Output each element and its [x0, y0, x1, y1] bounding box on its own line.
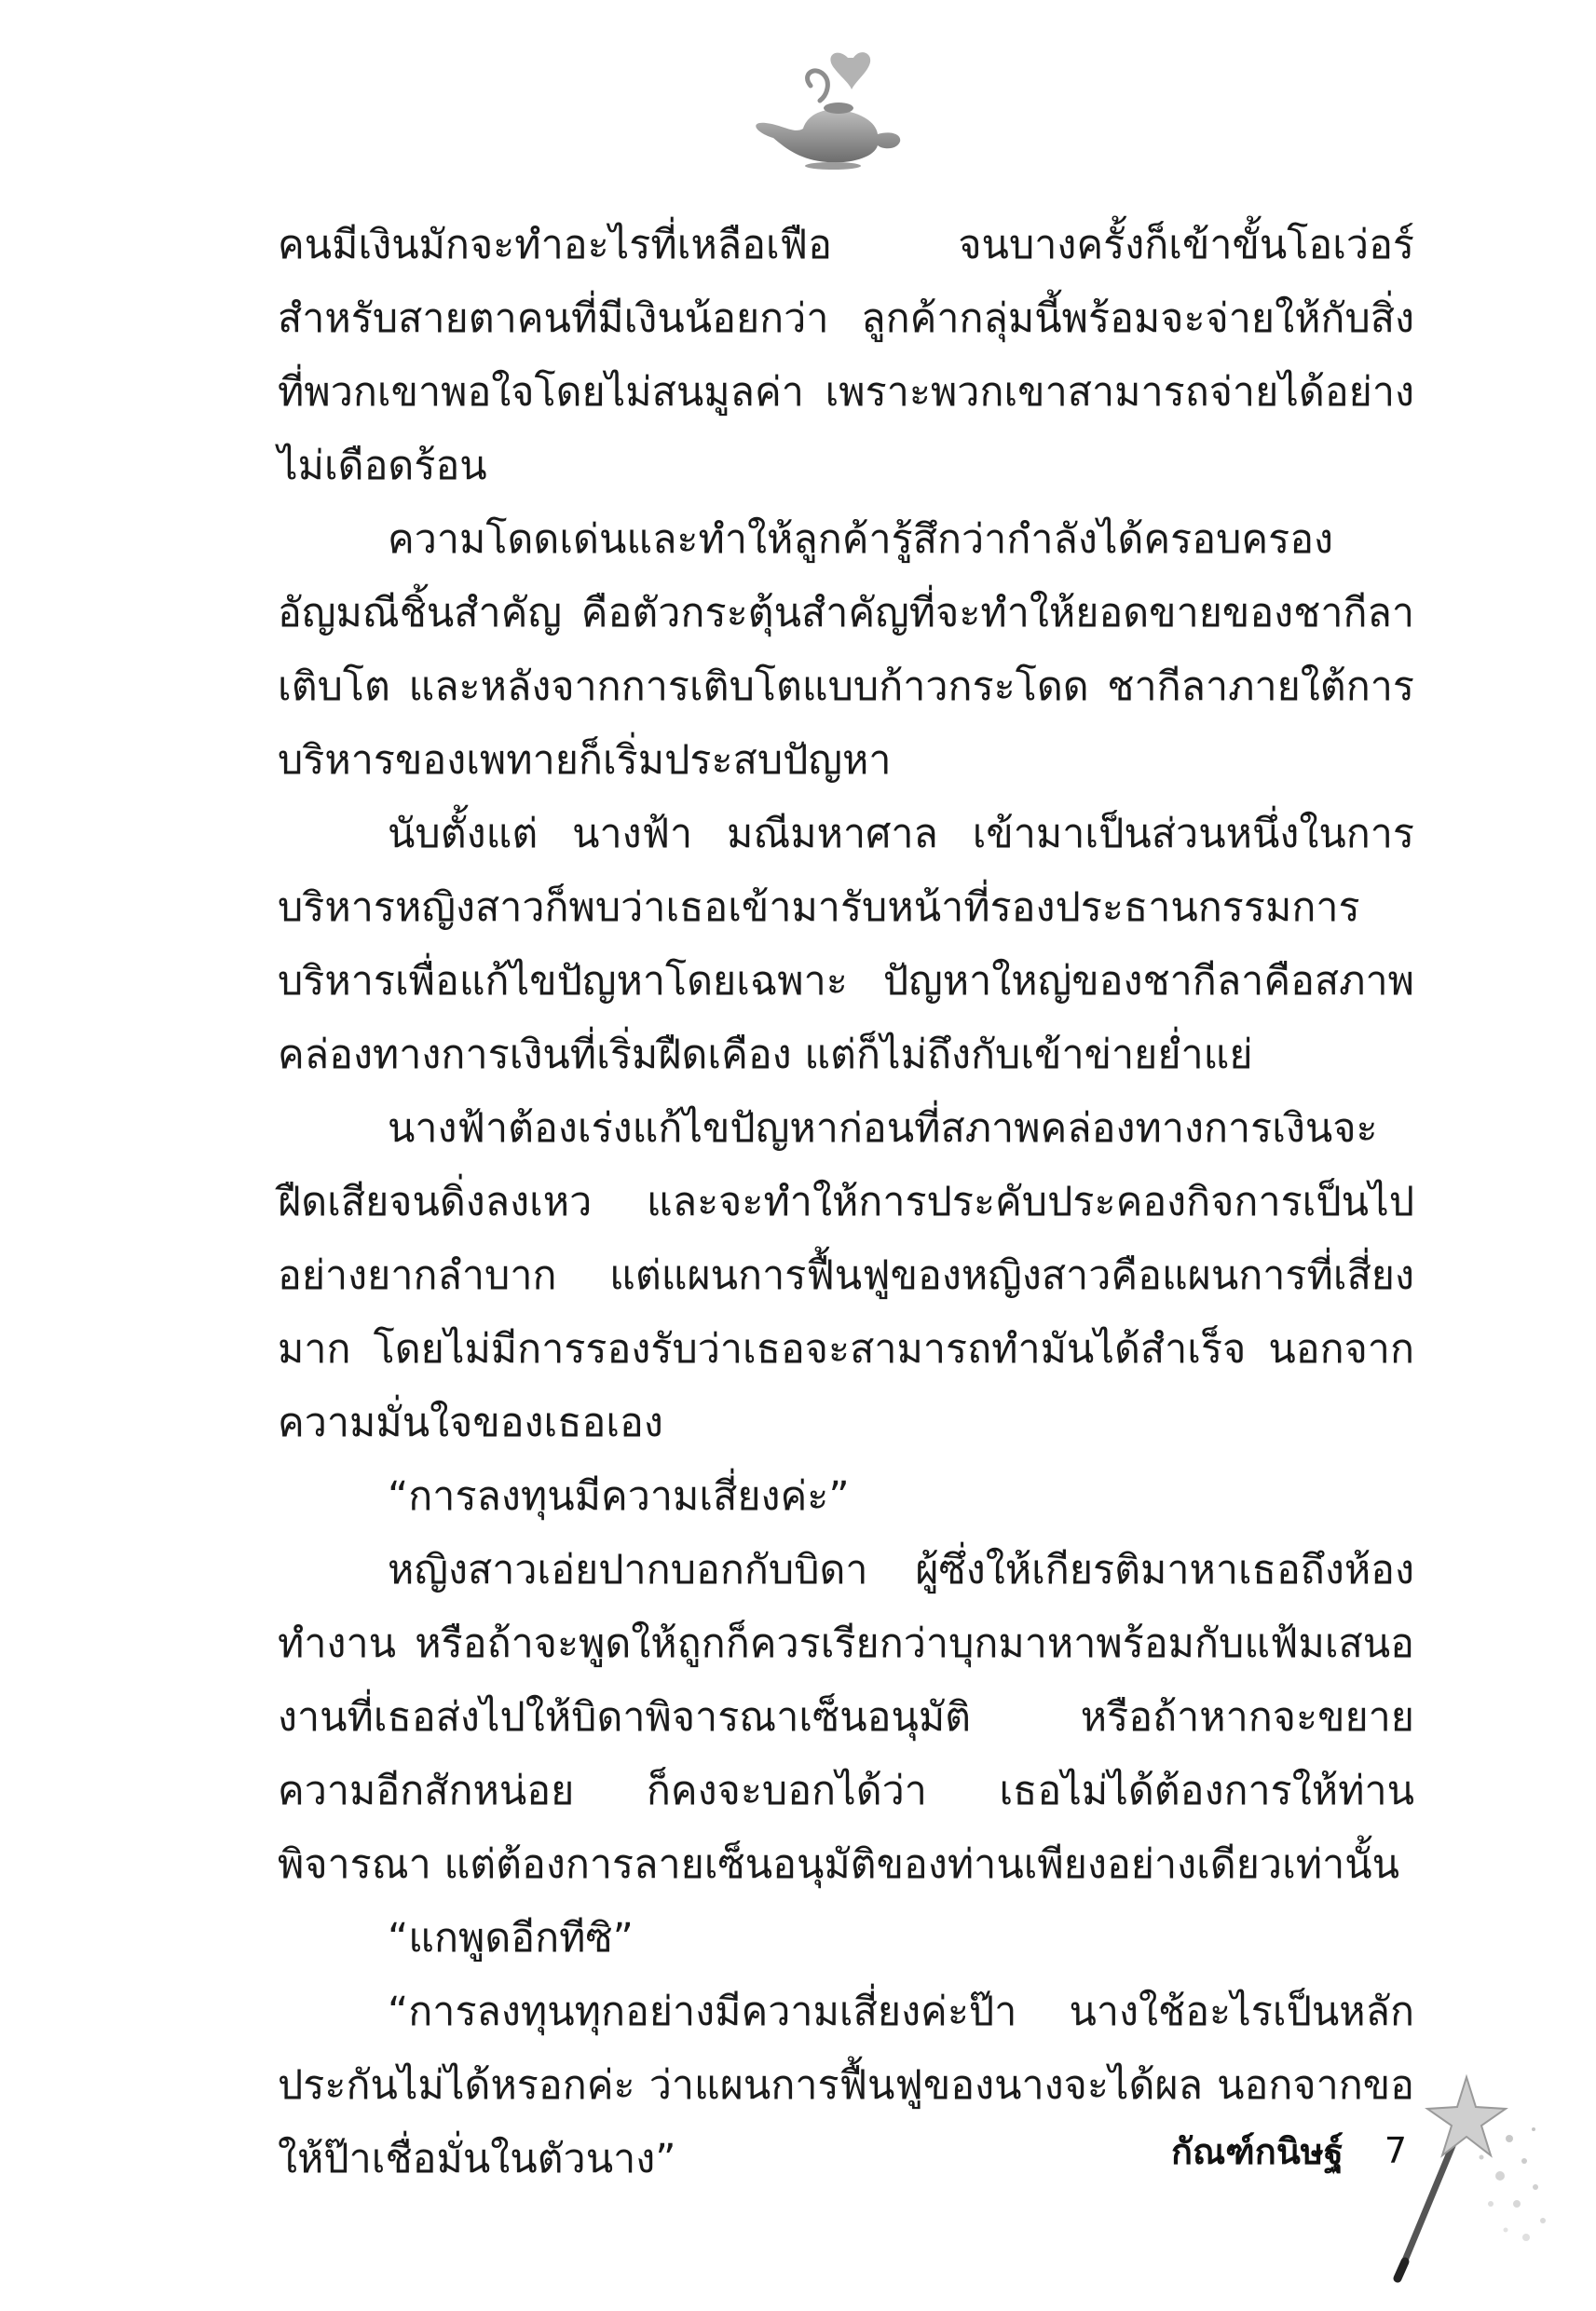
- paragraph-7: “แกพูดอีกทีซิ”: [388, 1915, 634, 1962]
- page-body: [278, 209, 1414, 2196]
- paragraph-4: นางฟ้าต้องเร่งแก้ไขปัญหาก่อนที่สภาพคล่องทางการเงินจะฝืดเสียจนดิ่งลงเหว และจะทำให้การประคับประคองกิจการเป็นไปอย่างยากลำบาก แต่แผนการฟื้นฟูของหญิงสาวคือแผนการที่เสี่ยงมาก โดยไม่มีการรองรับว่าเธอจะสามารถทำมันได้สำเร็จ นอกจากความมั่นใจของเธอเอง: [278, 1105, 1414, 1446]
- paragraph-2: ความโดดเด่นและทำให้ลูกค้ารู้สึกว่ากำลังได้ครอบครองอัญมณีชิ้นสำคัญ คือตัวกระตุ้นสำคัญที่จะทำให้ยอดขายของชากีลาเติบโต และหลังจากการเติบโตแบบก้าวกระโดด ชากีลาภายใต้การบริหารของเพทายก็เริ่มประสบปัญหา: [278, 516, 1414, 784]
- page-footer: [988, 2123, 1407, 2179]
- magic-lamp-icon: [745, 48, 913, 170]
- paragraph-3: นับตั้งแต่ นางฟ้า มณีมหาศาล เข้ามาเป็นส่วนหนึ่งในการบริหารหญิงสาวก็พบว่าเธอเข้ามารับหน้าที่รองประธานกรรมการบริหารเพื่อแก้ไขปัญหาโดยเฉพาะ ปัญหาใหญ่ของชากีลาคือสภาพคล่องทางการเงินที่เริ่มฝืดเคือง แต่ก็ไม่ถึงกับเข้าข่ายย่ำแย่: [278, 811, 1414, 1078]
- magic-wand-icon: [1370, 2064, 1556, 2288]
- paragraph-6: หญิงสาวเอ่ยปากบอกกับบิดา ผู้ซึ่งให้เกียรติมาหาเธอถึงห้องทำงาน หรือถ้าจะพูดให้ถูกก็ควรเรียกว่าบุกมาหาพร้อมกับแฟ้มเสนองานที่เธอส่งไปให้บิดาพิจารณาเซ็นอนุมัติ หรือถ้าหากจะขยายความอีกสักหน่อย ก็คงจะบอกได้ว่า เธอไม่ได้ต้องการให้ท่านพิจารณา แต่ต้องการลายเซ็นอนุมัติของท่านเพียงอย่างเดียวเท่านั้น: [278, 1547, 1414, 1888]
- paragraph-8: “การลงทุนทุกอย่างมีความเสี่ยงค่ะป๊า นางใช้อะไรเป็นหลักประกันไม่ได้หรอกค่ะ ว่าแผนการฟื้นฟูของนางจะได้ผล นอกจากขอให้ป๊าเชื่อมั่นในตัวนาง”: [278, 1989, 1414, 2182]
- page-number: 7: [1384, 2130, 1407, 2171]
- paragraph-1: คนมีเงินมักจะทำอะไรที่เหลือเฟือ จนบางครั้งก็เข้าขั้นโอเว่อร์สำหรับสายตาคนที่มีเงินน้อยกว่า ลูกค้ากลุ่มนี้พร้อมจะจ่ายให้กับสิ่งที่พวกเขาพอใจโดยไม่สนมูลค่า เพราะพวกเขาสามารถจ่ายได้อย่างไม่เดือดร้อน: [278, 222, 1414, 489]
- footer-book-title: กัณฑ์กนิษฐ์: [1171, 2130, 1344, 2172]
- paragraph-5: “การลงทุนมีความเสี่ยงค่ะ”: [388, 1473, 850, 1520]
